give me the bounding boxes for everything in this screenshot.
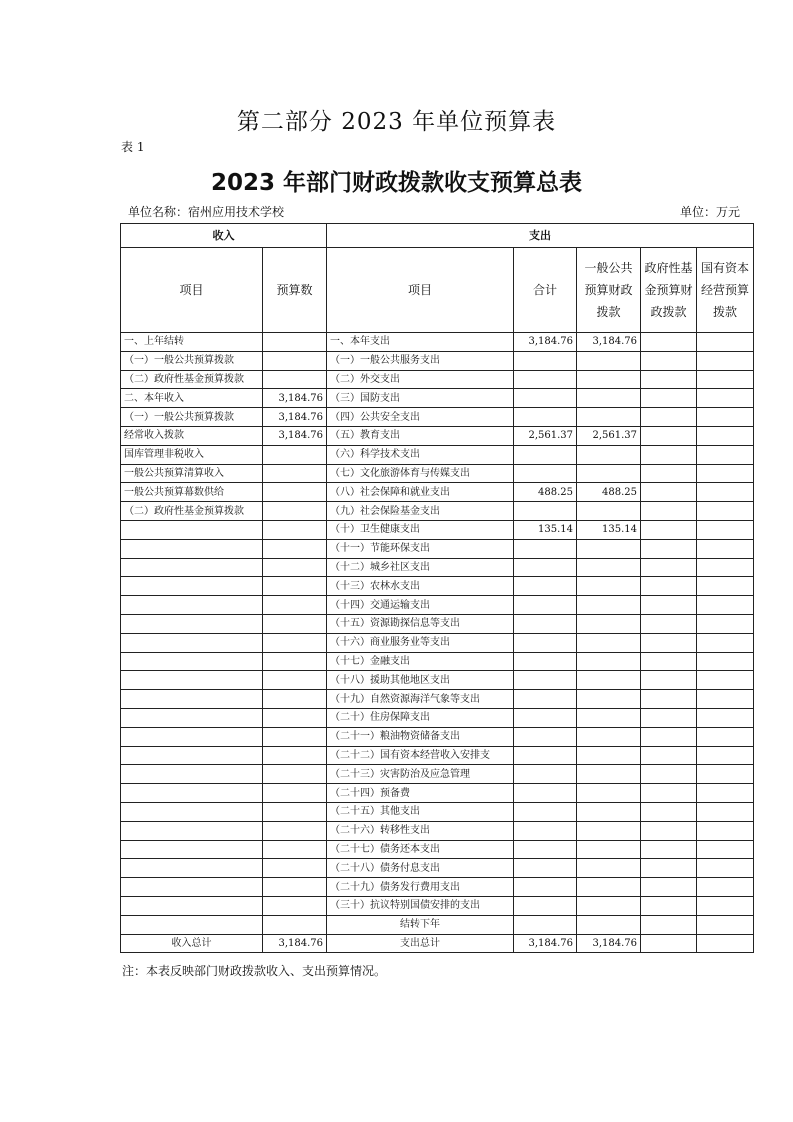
expense-total-cell	[514, 614, 577, 633]
expense-item-cell: （二十八）债务付息支出	[327, 859, 514, 878]
state-capital-cell	[697, 445, 754, 464]
income-value-cell	[263, 859, 327, 878]
income-value-cell: 3,184.76	[263, 389, 327, 408]
expense-total-cell	[514, 727, 577, 746]
gov-fund-cell	[641, 690, 697, 709]
expense-item-cell: （四）公共安全支出	[327, 408, 514, 427]
state-capital-cell	[697, 840, 754, 859]
table-row	[121, 765, 754, 784]
general-budget-cell: 488.25	[577, 483, 641, 502]
state-capital-cell	[697, 389, 754, 408]
gov-fund-cell	[641, 351, 697, 370]
gov-fund-cell	[641, 727, 697, 746]
expense-item-cell: （八）社会保障和就业支出	[327, 483, 514, 502]
state-capital-cell	[697, 765, 754, 784]
income-item-cell	[121, 746, 263, 765]
income-item-cell	[121, 671, 263, 690]
state-capital-cell	[697, 596, 754, 615]
expense-total-cell: 488.25	[514, 483, 577, 502]
expense-total-cell	[514, 652, 577, 671]
gov-fund-cell	[641, 878, 697, 897]
state-capital-cell	[697, 333, 754, 352]
table-row	[121, 708, 754, 727]
income-item-cell	[121, 539, 263, 558]
table-row	[121, 671, 754, 690]
table-row	[121, 784, 754, 803]
expense-item-cell: （九）社会保险基金支出	[327, 502, 514, 521]
expense-item-cell: （十一）节能环保支出	[327, 539, 514, 558]
income-value-cell	[263, 464, 327, 483]
table-row	[121, 896, 754, 915]
general-budget-cell	[577, 652, 641, 671]
gov-fund-cell	[641, 821, 697, 840]
gov-fund-cell	[641, 652, 697, 671]
expense-total-cell	[514, 558, 577, 577]
table-row	[121, 483, 754, 502]
gov-fund-cell	[641, 784, 697, 803]
state-capital-cell	[697, 652, 754, 671]
expense-item-cell: （二十二）国有资本经营收入安排支	[327, 746, 514, 765]
state-capital-cell	[697, 351, 754, 370]
state-capital-cell	[697, 633, 754, 652]
income-value-cell	[263, 633, 327, 652]
gov-fund-cell	[641, 746, 697, 765]
general-budget-cell	[577, 671, 641, 690]
income-value-cell	[263, 878, 327, 897]
general-budget-cell	[577, 502, 641, 521]
income-item-cell	[121, 896, 263, 915]
expense-item-cell: （十三）农林水支出	[327, 577, 514, 596]
income-budget-header: 预算数	[263, 248, 327, 333]
expense-total-cell	[514, 690, 577, 709]
general-budget-header: 一般公共预算财政拨款	[577, 248, 641, 333]
table-row	[121, 389, 754, 408]
table-row	[121, 558, 754, 577]
income-item-cell	[121, 784, 263, 803]
gov-fund-cell	[641, 333, 697, 352]
income-item-cell	[121, 765, 263, 784]
expense-state-total	[697, 934, 754, 953]
state-capital-cell	[697, 408, 754, 427]
income-item-cell	[121, 520, 263, 539]
expense-total-cell	[514, 784, 577, 803]
income-item-cell	[121, 596, 263, 615]
income-value-cell	[263, 596, 327, 615]
income-value-cell	[263, 520, 327, 539]
general-budget-cell	[577, 859, 641, 878]
gov-fund-cell	[641, 558, 697, 577]
income-item-cell	[121, 708, 263, 727]
expense-item-cell: （二十）住房保障支出	[327, 708, 514, 727]
expense-item-cell: （二十一）粮油物资储备支出	[327, 727, 514, 746]
general-budget-cell	[577, 539, 641, 558]
income-item-cell: （二）政府性基金预算拨款	[121, 502, 263, 521]
state-capital-cell	[697, 671, 754, 690]
income-value-cell	[263, 577, 327, 596]
income-value-cell	[263, 483, 327, 502]
income-value-cell	[263, 445, 327, 464]
expense-item-cell: （二十九）债务发行费用支出	[327, 878, 514, 897]
table-row	[121, 426, 754, 445]
expense-item-cell: （十九）自然资源海洋气象等支出	[327, 690, 514, 709]
expense-total-cell	[514, 370, 577, 389]
income-item-cell	[121, 633, 263, 652]
expense-item-cell: 一、本年支出	[327, 333, 514, 352]
income-item-cell: （一）一般公共预算拨款	[121, 408, 263, 427]
table-row	[121, 727, 754, 746]
budget-table	[120, 223, 754, 953]
table-row	[121, 840, 754, 859]
income-item-cell	[121, 915, 263, 934]
state-capital-cell	[697, 520, 754, 539]
expense-total-cell	[514, 896, 577, 915]
table-row	[121, 652, 754, 671]
income-item-cell: 一、上年结转	[121, 333, 263, 352]
general-budget-cell	[577, 784, 641, 803]
income-value-cell: 3,184.76	[263, 408, 327, 427]
table-row	[121, 821, 754, 840]
income-item-cell	[121, 802, 263, 821]
gov-fund-cell	[641, 765, 697, 784]
general-budget-cell	[577, 896, 641, 915]
expense-item-cell: （十五）资源勘探信息等支出	[327, 614, 514, 633]
state-capital-cell	[697, 746, 754, 765]
general-budget-cell	[577, 633, 641, 652]
state-capital-cell	[697, 727, 754, 746]
income-value-cell	[263, 614, 327, 633]
expense-item-cell: （六）科学技术支出	[327, 445, 514, 464]
expense-item-cell: （十六）商业服务业等支出	[327, 633, 514, 652]
gov-fund-header: 政府性基金预算财政拨款	[641, 248, 697, 333]
expense-total-cell: 3,184.76	[514, 333, 577, 352]
table-row	[121, 802, 754, 821]
income-value-cell	[263, 333, 327, 352]
expense-item-cell: （三十）抗议特别国债安排的支出	[327, 896, 514, 915]
expense-item-cell: （十八）援助其他地区支出	[327, 671, 514, 690]
expense-item-cell: （二十七）债务还本支出	[327, 840, 514, 859]
table-row	[121, 464, 754, 483]
income-value-cell	[263, 708, 327, 727]
state-capital-cell	[697, 690, 754, 709]
state-capital-cell	[697, 577, 754, 596]
income-item-cell	[121, 727, 263, 746]
general-budget-cell	[577, 351, 641, 370]
income-value-cell	[263, 746, 327, 765]
state-capital-cell	[697, 426, 754, 445]
gov-fund-cell	[641, 577, 697, 596]
expense-item-cell: （五）教育支出	[327, 426, 514, 445]
income-item-cell	[121, 878, 263, 897]
gov-fund-cell	[641, 445, 697, 464]
income-value-cell	[263, 539, 327, 558]
expense-item-cell: （一）一般公共服务支出	[327, 351, 514, 370]
income-value-cell	[263, 915, 327, 934]
general-budget-cell	[577, 445, 641, 464]
expense-item-cell: （三）国防支出	[327, 389, 514, 408]
expense-total-cell	[514, 577, 577, 596]
income-item-cell: 一般公共预算清算收入	[121, 464, 263, 483]
state-capital-cell	[697, 370, 754, 389]
state-capital-cell	[697, 539, 754, 558]
general-budget-cell	[577, 708, 641, 727]
income-value-cell	[263, 652, 327, 671]
gov-fund-cell	[641, 633, 697, 652]
expense-total-cell	[514, 915, 577, 934]
state-capital-cell	[697, 614, 754, 633]
general-budget-cell	[577, 915, 641, 934]
general-budget-cell	[577, 821, 641, 840]
general-budget-cell	[577, 840, 641, 859]
state-capital-cell	[697, 859, 754, 878]
gov-fund-cell	[641, 426, 697, 445]
general-budget-cell	[577, 614, 641, 633]
income-item-header: 项目	[121, 248, 263, 333]
total-header: 合计	[514, 248, 577, 333]
gov-fund-cell	[641, 671, 697, 690]
state-capital-cell	[697, 708, 754, 727]
gov-fund-cell	[641, 408, 697, 427]
general-budget-cell: 3,184.76	[577, 333, 641, 352]
income-item-cell: 国库管理非税收入	[121, 445, 263, 464]
income-value-cell	[263, 370, 327, 389]
table-title: 2023 年部门财政拨款收支预算总表	[210, 170, 583, 196]
expense-total-cell	[514, 878, 577, 897]
expense-item-cell: （十二）城乡社区支出	[327, 558, 514, 577]
general-budget-cell	[577, 408, 641, 427]
expense-total-cell	[514, 351, 577, 370]
general-budget-cell	[577, 765, 641, 784]
expense-item-cell: （十七）金融支出	[327, 652, 514, 671]
expense-total-cell	[514, 596, 577, 615]
table-row	[121, 333, 754, 352]
gov-fund-cell	[641, 370, 697, 389]
expense-item-cell: （二十六）转移性支出	[327, 821, 514, 840]
gov-fund-cell	[641, 859, 697, 878]
expense-item-header: 项目	[327, 248, 514, 333]
income-total-value: 3,184.76	[263, 934, 327, 953]
gov-fund-cell	[641, 802, 697, 821]
gov-fund-cell	[641, 915, 697, 934]
table-row	[121, 351, 754, 370]
income-total-label: 收入总计	[121, 934, 263, 953]
page-heading: 第二部分 2023 年单位预算表	[236, 109, 557, 135]
income-item-cell	[121, 821, 263, 840]
income-item-cell: （二）政府性基金预算拨款	[121, 370, 263, 389]
table-row	[121, 746, 754, 765]
expense-total-cell	[514, 408, 577, 427]
gov-fund-cell	[641, 596, 697, 615]
table-row	[121, 690, 754, 709]
expense-group-header: 支出	[327, 224, 754, 248]
state-capital-cell	[697, 896, 754, 915]
gov-fund-cell	[641, 539, 697, 558]
income-value-cell	[263, 502, 327, 521]
state-capital-cell	[697, 558, 754, 577]
gov-fund-cell	[641, 389, 697, 408]
expense-total-cell	[514, 746, 577, 765]
general-budget-cell	[577, 802, 641, 821]
table-row	[121, 614, 754, 633]
income-value-cell	[263, 821, 327, 840]
expense-total-cell	[514, 445, 577, 464]
unit-label: 单位：万元	[680, 205, 741, 219]
expense-item-cell: （二十三）灾害防治及应急管理	[327, 765, 514, 784]
general-budget-cell	[577, 596, 641, 615]
income-item-cell	[121, 652, 263, 671]
table-number: 表 1	[121, 140, 145, 154]
income-item-cell: 经常收入拨款	[121, 426, 263, 445]
expense-total-cell	[514, 840, 577, 859]
expense-item-cell: （七）文化旅游体育与传媒支出	[327, 464, 514, 483]
expense-total-cell	[514, 708, 577, 727]
state-capital-cell	[697, 784, 754, 803]
table-row	[121, 520, 754, 539]
expense-total-value: 3,184.76	[514, 934, 577, 953]
gov-fund-cell	[641, 896, 697, 915]
expense-total-cell	[514, 389, 577, 408]
income-group-header: 收入	[121, 224, 327, 248]
income-item-cell	[121, 840, 263, 859]
expense-total-cell	[514, 502, 577, 521]
income-item-cell: 二、本年收入	[121, 389, 263, 408]
income-value-cell	[263, 671, 327, 690]
table-row	[121, 408, 754, 427]
general-budget-cell	[577, 690, 641, 709]
table-row	[121, 370, 754, 389]
general-budget-cell	[577, 746, 641, 765]
general-budget-cell	[577, 370, 641, 389]
gov-fund-cell	[641, 708, 697, 727]
expense-total-cell	[514, 859, 577, 878]
income-item-cell	[121, 859, 263, 878]
expense-item-cell: （二十四）预备费	[327, 784, 514, 803]
income-value-cell: 3,184.76	[263, 426, 327, 445]
totals-row	[121, 934, 754, 953]
income-item-cell	[121, 577, 263, 596]
expense-total-cell	[514, 464, 577, 483]
income-item-cell: （一）一般公共预算拨款	[121, 351, 263, 370]
table-row	[121, 445, 754, 464]
gov-fund-cell	[641, 502, 697, 521]
general-budget-cell	[577, 577, 641, 596]
state-capital-header: 国有资本经营预算拨款	[697, 248, 754, 333]
general-budget-cell	[577, 464, 641, 483]
income-item-cell	[121, 614, 263, 633]
expense-total-cell	[514, 765, 577, 784]
table-row	[121, 878, 754, 897]
table-row	[121, 577, 754, 596]
table-row	[121, 502, 754, 521]
state-capital-cell	[697, 464, 754, 483]
gov-fund-cell	[641, 464, 697, 483]
expense-total-label: 支出总计	[327, 934, 514, 953]
general-budget-cell	[577, 878, 641, 897]
expense-total-cell	[514, 802, 577, 821]
gov-fund-cell	[641, 614, 697, 633]
income-value-cell	[263, 896, 327, 915]
state-capital-cell	[697, 878, 754, 897]
table-row	[121, 596, 754, 615]
expense-item-cell: （二十五）其他支出	[327, 802, 514, 821]
expense-total-cell	[514, 821, 577, 840]
gov-fund-cell	[641, 483, 697, 502]
income-item-cell	[121, 690, 263, 709]
general-budget-cell: 135.14	[577, 520, 641, 539]
state-capital-cell	[697, 821, 754, 840]
expense-general-total: 3,184.76	[577, 934, 641, 953]
gov-fund-cell	[641, 840, 697, 859]
state-capital-cell	[697, 915, 754, 934]
unit-name: 单位名称：宿州应用技术学校	[128, 205, 285, 219]
income-item-cell: 一般公共预算幕数供给	[121, 483, 263, 502]
table-row	[121, 915, 754, 934]
expense-item-cell: 结转下年	[327, 915, 514, 934]
income-value-cell	[263, 840, 327, 859]
income-item-cell	[121, 558, 263, 577]
table-row	[121, 859, 754, 878]
expense-item-cell: （十四）交通运输支出	[327, 596, 514, 615]
expense-total-cell: 135.14	[514, 520, 577, 539]
income-value-cell	[263, 351, 327, 370]
table-row	[121, 539, 754, 558]
gov-fund-cell	[641, 520, 697, 539]
table-note: 注：本表反映部门财政拨款收入、支出预算情况。	[122, 964, 387, 978]
income-value-cell	[263, 727, 327, 746]
income-value-cell	[263, 784, 327, 803]
expense-item-cell: （十）卫生健康支出	[327, 520, 514, 539]
expense-total-cell	[514, 671, 577, 690]
expense-gov-fund-total	[641, 934, 697, 953]
general-budget-cell	[577, 389, 641, 408]
expense-total-cell	[514, 633, 577, 652]
state-capital-cell	[697, 502, 754, 521]
expense-total-cell	[514, 539, 577, 558]
income-value-cell	[263, 765, 327, 784]
income-value-cell	[263, 802, 327, 821]
income-value-cell	[263, 690, 327, 709]
state-capital-cell	[697, 802, 754, 821]
table-row	[121, 633, 754, 652]
expense-item-cell: （二）外交支出	[327, 370, 514, 389]
general-budget-cell: 2,561.37	[577, 426, 641, 445]
expense-total-cell: 2,561.37	[514, 426, 577, 445]
general-budget-cell	[577, 727, 641, 746]
income-value-cell	[263, 558, 327, 577]
general-budget-cell	[577, 558, 641, 577]
state-capital-cell	[697, 483, 754, 502]
